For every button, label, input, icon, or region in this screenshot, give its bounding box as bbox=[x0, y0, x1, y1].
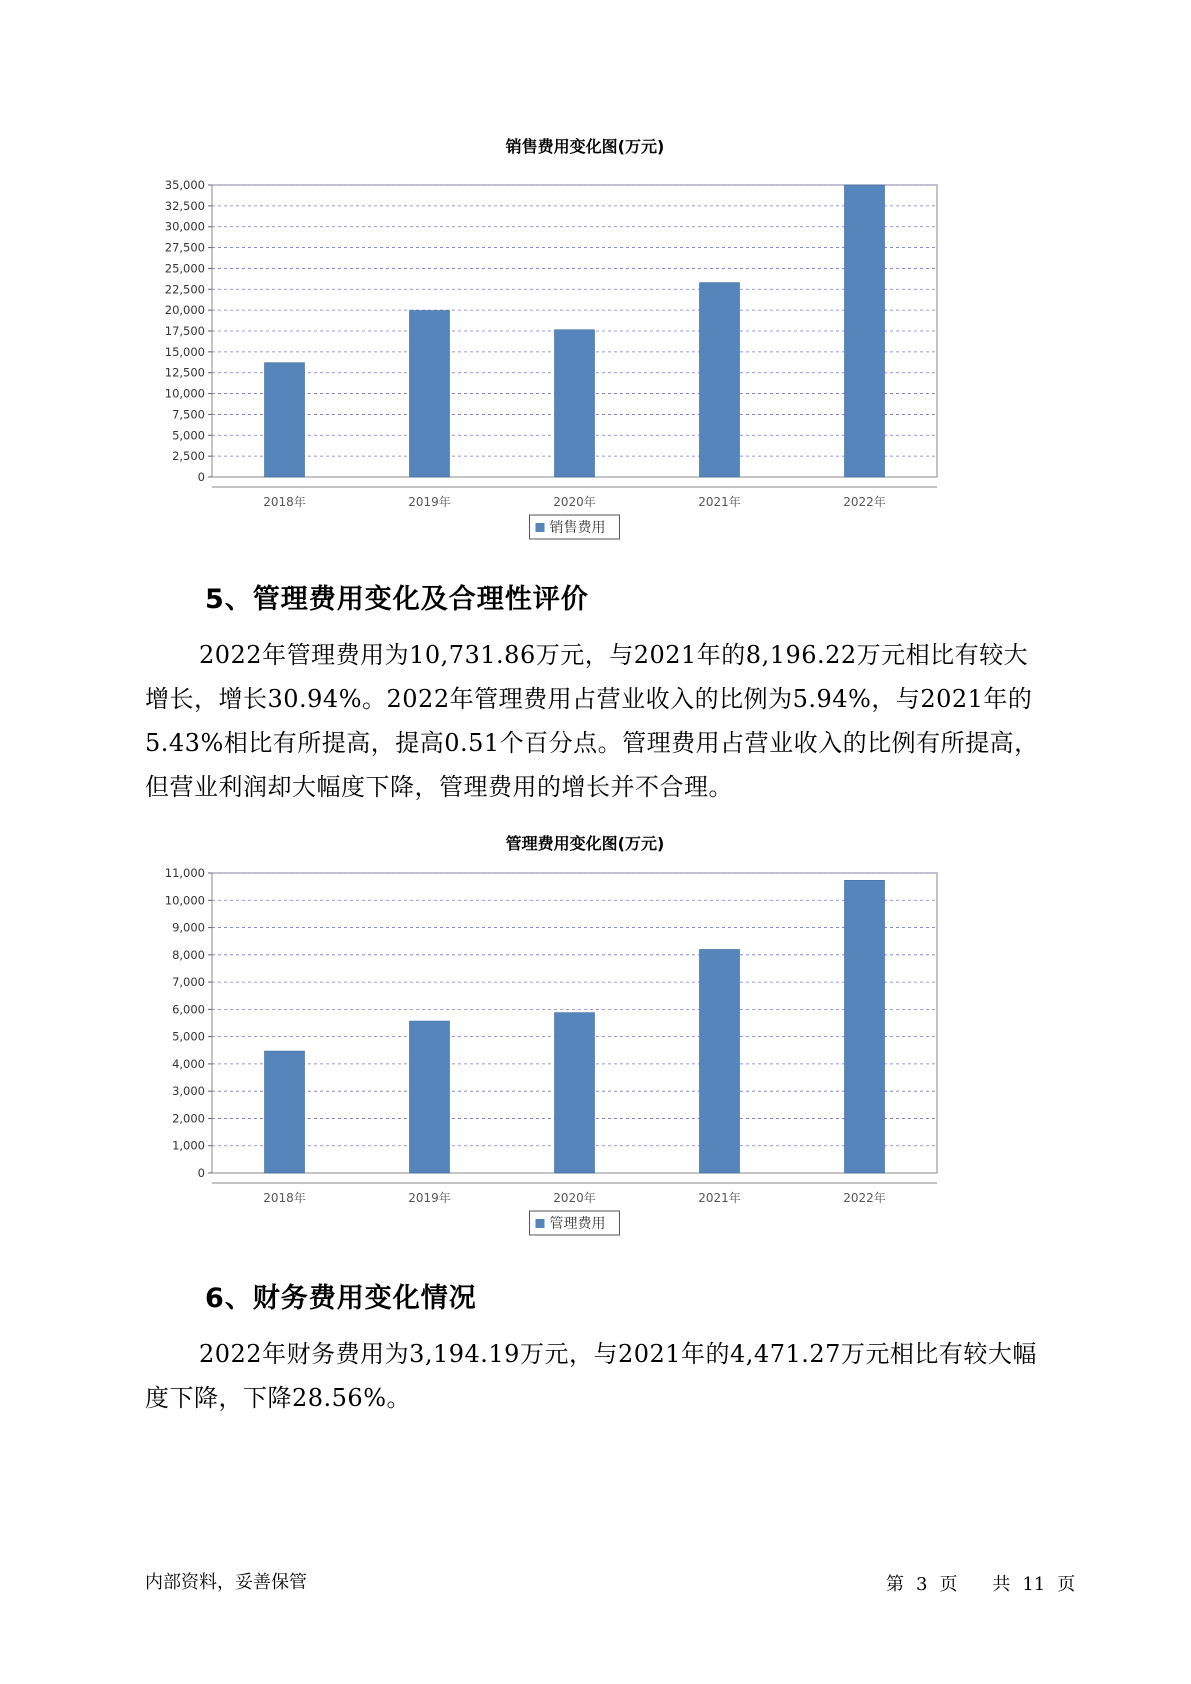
sales-expense-chart bbox=[150, 170, 950, 570]
legend-label: 管理费用 bbox=[549, 1216, 606, 1232]
bar bbox=[845, 880, 885, 1173]
y-tick-label: 0 bbox=[197, 470, 205, 484]
bar bbox=[555, 1013, 595, 1173]
x-tick-label: 2022年 bbox=[843, 495, 886, 509]
x-tick-label: 2020年 bbox=[553, 495, 596, 509]
y-tick-label: 9,000 bbox=[172, 920, 205, 935]
y-tick-label: 17,500 bbox=[164, 324, 205, 338]
y-tick-label: 22,500 bbox=[164, 282, 205, 297]
section-paragraph-5: 2022年管理费用为10,731.86万元，与2021年的8,196.22万元相比有较大增长，增长30.94%。2022年管理费用占营业收入的比例为5.94%，与2021年的5.43%相比有所提高，提高0.51个百分点。管理费用占营业收入的比例有所提高，但营业利润却大幅度下降，管理费用的增长并不合理。 bbox=[145, 641, 1039, 801]
x-tick-label: 2020年 bbox=[553, 1191, 596, 1205]
bar bbox=[410, 1021, 450, 1173]
footer-page-number bbox=[880, 1570, 1081, 1596]
bar bbox=[700, 949, 740, 1173]
y-tick-label: 8,000 bbox=[172, 947, 205, 962]
x-tick-label: 2018年 bbox=[263, 1191, 306, 1205]
total-prefix: 共 bbox=[992, 1574, 1011, 1595]
total-suffix: 页 bbox=[1057, 1574, 1076, 1595]
y-tick-label: 5,000 bbox=[172, 428, 205, 443]
footer-confidential-note: 内部资料，妥善保管 bbox=[145, 1572, 307, 1593]
y-tick-label: 27,500 bbox=[164, 240, 205, 255]
y-tick-label: 5,000 bbox=[172, 1029, 205, 1044]
x-tick-label: 2019年 bbox=[408, 1191, 451, 1205]
bar bbox=[845, 185, 885, 477]
section-heading-6: 6、财务费用变化情况 bbox=[205, 1283, 477, 1314]
bar bbox=[700, 283, 740, 477]
y-tick-label: 15,000 bbox=[164, 344, 205, 359]
y-tick-label: 30,000 bbox=[164, 219, 205, 234]
bar bbox=[265, 363, 305, 477]
chart-title-sales: 销售费用变化图(万元) bbox=[505, 137, 665, 156]
y-tick-label: 20,000 bbox=[164, 303, 205, 318]
section-paragraph-6: 2022年财务费用为3,194.19万元，与2021年的4,471.27万元相比有较大幅度下降，下降28.56%。 bbox=[145, 1340, 1037, 1412]
y-tick-label: 0 bbox=[197, 1166, 205, 1180]
y-tick-label: 10,000 bbox=[164, 893, 205, 908]
section-heading-5: 5、管理费用变化及合理性评价 bbox=[205, 584, 589, 615]
y-tick-label: 11,000 bbox=[164, 866, 205, 880]
bar bbox=[265, 1051, 305, 1173]
y-tick-label: 25,000 bbox=[164, 261, 205, 276]
total-num: 11 bbox=[1022, 1574, 1046, 1595]
chart-title-admin: 管理费用变化图(万元) bbox=[505, 834, 665, 853]
y-tick-label: 3,000 bbox=[172, 1084, 205, 1099]
page-num: 3 bbox=[916, 1574, 928, 1595]
x-tick-label: 2022年 bbox=[843, 1191, 886, 1205]
legend-swatch bbox=[536, 523, 545, 532]
x-tick-label: 2021年 bbox=[698, 1191, 741, 1205]
y-tick-label: 1,000 bbox=[172, 1138, 205, 1153]
y-tick-label: 6,000 bbox=[172, 1002, 205, 1017]
legend-label: 销售费用 bbox=[549, 520, 606, 536]
legend-swatch bbox=[536, 1219, 545, 1228]
y-tick-label: 7,500 bbox=[172, 407, 205, 422]
y-tick-label: 2,000 bbox=[172, 1111, 205, 1126]
admin-expense-chart bbox=[150, 858, 950, 1258]
y-tick-label: 7,000 bbox=[172, 975, 205, 990]
y-tick-label: 32,500 bbox=[164, 198, 205, 213]
x-tick-label: 2019年 bbox=[408, 495, 451, 509]
y-tick-label: 35,000 bbox=[164, 178, 205, 192]
y-tick-label: 12,500 bbox=[164, 365, 205, 380]
page-suffix: 页 bbox=[939, 1574, 958, 1595]
y-tick-label: 10,000 bbox=[164, 386, 205, 401]
page-prefix: 第 bbox=[886, 1574, 904, 1595]
bar bbox=[555, 330, 595, 477]
y-tick-label: 4,000 bbox=[172, 1056, 205, 1071]
bar bbox=[410, 311, 450, 477]
x-tick-label: 2021年 bbox=[698, 495, 741, 509]
x-tick-label: 2018年 bbox=[263, 495, 306, 509]
y-tick-label: 2,500 bbox=[172, 449, 205, 464]
